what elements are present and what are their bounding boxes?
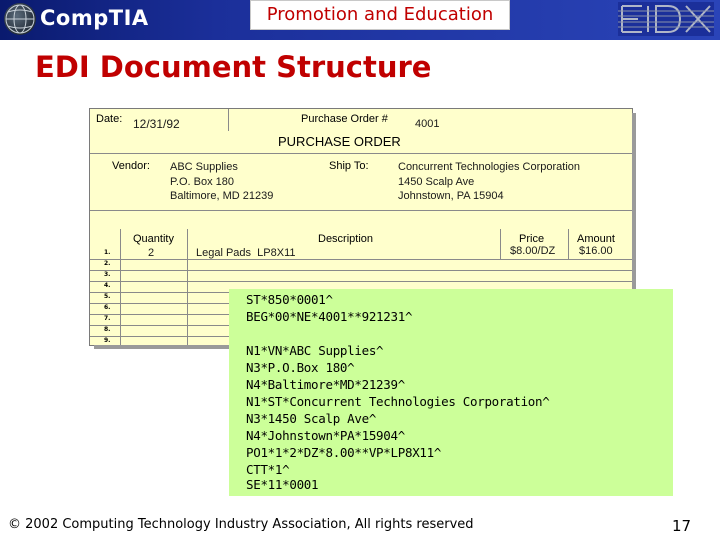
- description-header: Description: [318, 233, 374, 245]
- price-header: Price: [519, 233, 545, 245]
- item-amount: $16.00: [579, 245, 613, 257]
- row-number-divider: [120, 229, 121, 345]
- copyright-footer: © 2002 Computing Technology Industry Association, All rights reserved: [8, 517, 474, 532]
- quantity-divider: [187, 229, 188, 345]
- row-number: 3.: [104, 271, 111, 278]
- row-number: 7.: [104, 315, 111, 322]
- ship-to-line-1: Concurrent Technologies Corporation: [398, 161, 581, 173]
- page-title: EDI Document Structure: [35, 50, 432, 84]
- vendor-line-3: Baltimore, MD 21239: [170, 190, 274, 202]
- edi-code-box: [229, 289, 673, 496]
- edi-line: N1*ST*Concurrent Technologies Corporation^: [246, 394, 550, 409]
- ship-to-label: Ship To:: [329, 160, 369, 172]
- amount-header: Amount: [577, 233, 615, 245]
- form-heading: PURCHASE ORDER: [278, 134, 401, 149]
- edi-line: BEG*00*NE*4001**921231^: [246, 309, 413, 324]
- header-band: [0, 0, 720, 40]
- po-number-label: Purchase Order #: [301, 113, 388, 125]
- edi-line: N3*P.O.Box 180^: [246, 360, 355, 375]
- date-value: 12/31/92: [133, 117, 180, 131]
- eidx-logo-icon: [618, 2, 714, 36]
- page-number: 17: [672, 517, 692, 535]
- row-line: [90, 259, 632, 260]
- row-number: 6.: [104, 304, 111, 311]
- item-quantity: 2: [148, 247, 155, 259]
- row-line: [90, 270, 632, 271]
- edi-line: N1*VN*ABC Supplies^: [246, 343, 384, 358]
- heading-divider: [90, 153, 632, 154]
- ship-to-line-3: Johnstown, PA 15904: [398, 190, 504, 202]
- edi-line: N3*1450 Scalp Ave^: [246, 411, 377, 426]
- row-number: 9.: [104, 337, 111, 344]
- comptia-logo: CompTIA: [40, 6, 149, 30]
- edi-line: ST*850*0001^: [246, 292, 333, 307]
- quantity-header: Quantity: [133, 233, 174, 245]
- edi-line: SE*11*0001: [246, 477, 319, 492]
- row-number: 4.: [104, 282, 111, 289]
- date-divider: [228, 109, 229, 131]
- row-number: 8.: [104, 326, 111, 333]
- vendor-line-1: ABC Supplies: [170, 161, 238, 173]
- description-divider: [500, 229, 501, 259]
- edi-line: PO1*1*2*DZ*8.00**VP*LP8X11^: [246, 445, 442, 460]
- price-divider: [568, 229, 569, 259]
- date-label: Date:: [96, 113, 123, 125]
- edi-line: N4*Baltimore*MD*21239^: [246, 377, 405, 392]
- section-title: Promotion and Education: [266, 4, 494, 25]
- section-title-box: [250, 0, 510, 30]
- row-line: [90, 281, 632, 282]
- row-number: 5.: [104, 293, 111, 300]
- ship-to-line-2: 1450 Scalp Ave: [398, 176, 475, 188]
- edi-line: CTT*1^: [246, 462, 290, 477]
- vendor-line-2: P.O. Box 180: [170, 176, 235, 188]
- item-price: $8.00/DZ: [510, 245, 556, 257]
- globe-logo-icon: [4, 3, 36, 35]
- item-description: Legal Pads LP8X11: [196, 247, 296, 259]
- row-number: 1.: [104, 249, 111, 256]
- row-number: 2.: [104, 260, 111, 267]
- address-divider: [90, 210, 632, 211]
- vendor-label: Vendor:: [112, 160, 150, 172]
- po-number-value: 4001: [415, 118, 440, 130]
- edi-line: N4*Johnstown*PA*15904^: [246, 428, 405, 443]
